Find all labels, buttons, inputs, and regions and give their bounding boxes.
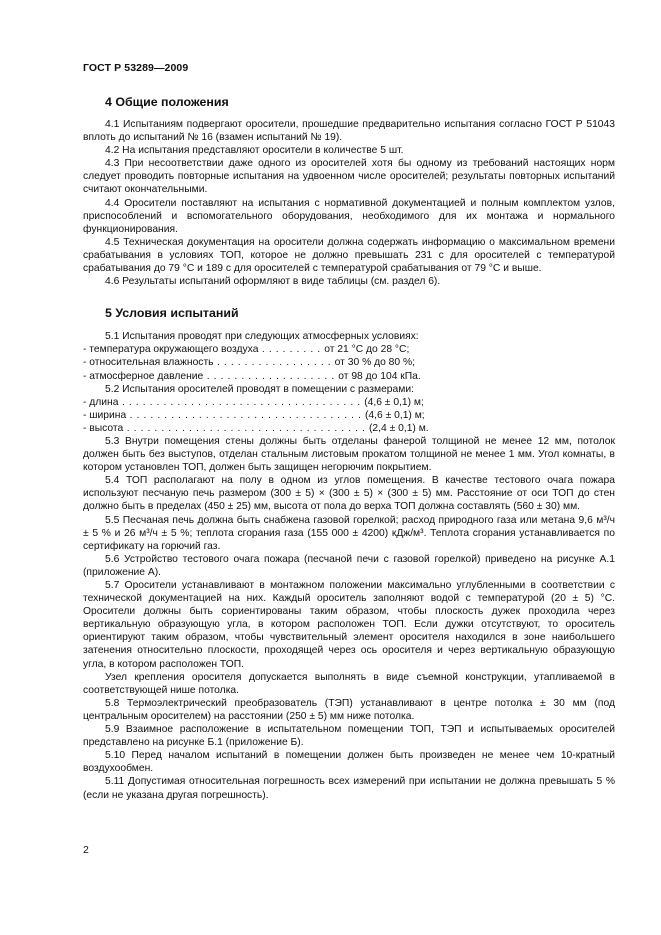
dimension-value: (4,6 ± 0,1) м; (364, 396, 424, 408)
dimension-value: (4,6 ± 0,1) м; (365, 409, 425, 421)
condition-value: от 30 % до 80 %; (334, 357, 416, 369)
paragraph-5-6: 5.6 Устройство тестового очага пожара (песчаной печи с газовой горелкой) приведено на рисунке А.1 (приложение А). (83, 553, 615, 578)
condition-row (83, 356, 615, 369)
dimension-name: - ширина (83, 409, 127, 421)
condition-value: от 98 до 104 кПа. (338, 370, 421, 382)
paragraph-5-7-note: Узел крепления оросителя допускается выполнять в виде съемной конструкции, утапливаемой в соответствующей нише потолка. (83, 671, 615, 696)
paragraph-5-8: 5.8 Термоэлектрический преобразователь (ТЭП) устанавливают в центре потолка ± 30 мм (под центральным оросителем) на расстоянии (250 ± 5) мм ниже потолка. (83, 697, 615, 722)
leader-dots: . . . . . . . . . . . . . . . . . . . (203, 370, 339, 382)
paragraph-5-2: 5.2 Испытания оросителей проводят в помещении с размерами: (105, 383, 414, 395)
condition-value: от 21 °С до 28 °С; (324, 344, 410, 356)
paragraph-5-3: 5.3 Внутри помещения стены должны быть отделаны фанерой толщиной не менее 12 мм, потолок должен быть без выступов, отделан стальным листовым прокатом толщиной не менее 1 мм. Угол комнаты, в котором установлен ТОП, должен быть защищен негорючим покрытием. (83, 435, 615, 474)
section-5-title: 5 Условия испытаний (105, 306, 239, 321)
paragraph-5-9: 5.9 Взаимное расположение в испытательном помещении ТОП, ТЭП и испытываемых оросителей представлено на рисунке Б.1 (приложение Б). (83, 724, 615, 749)
condition-name: - относительная влажность (83, 357, 214, 369)
paragraph-5-1: 5.1 Испытания проводят при следующих атмосферных условиях: (105, 331, 419, 343)
dimension-row (83, 396, 615, 409)
leader-dots: . . . . . . . . . . . . . . . . . . . . . . . . . . . . . . . . . . . (118, 396, 365, 408)
condition-row (83, 370, 615, 383)
paragraph-5-5: 5.5 Песчаная печь должна быть снабжена газовой горелкой; расход природного газа или метана 9,6 м³/ч ± 5 % и 26 м³/ч ± 5 %; теплота сгорания газа (155 000 ± 4200) кДж/м³. Теплота сгорания устанавливается по сертификату на горючий газ. (83, 514, 615, 552)
dimension-name: - высота (83, 422, 124, 434)
condition-row (83, 343, 615, 356)
dimension-name: - длина (83, 396, 119, 408)
page-content (83, 88, 615, 802)
dimension-value: (2,4 ± 0,1) м. (368, 422, 429, 434)
document-header: ГОСТ Р 53289—2009 (83, 62, 189, 74)
leader-dots: . . . . . . . . . (258, 344, 325, 356)
paragraph-4-3: 4.3 При несоответствии даже одного из оросителей хотя бы одному из требований настоящих норм следует проводить повторные испытания на удвоенном числе оросителей; результаты повторных испытаний считают окончательными. (83, 158, 615, 196)
dimension-row (83, 422, 615, 435)
leader-dots: . . . . . . . . . . . . . . . . . . . . . . . . . . . . . . . . . . (126, 409, 365, 421)
leader-dots: . . . . . . . . . . . . . . . . . (213, 357, 335, 369)
paragraph-5-4: 5.4 ТОП располагают на полу в одном из углов помещения. В качестве тестового очага пожара используют песчаную печь размером (300 ± 5) × (300 ± 5) × (300 ± 5) мм. Расстояние от оси ТОП до стен должно быть в пределах (450 ± 25) мм, высота от пола до верха ТОП должна составлять (560 ± 30) мм. (83, 475, 615, 513)
page-number: 2 (83, 844, 89, 856)
paragraph-4-1: 4.1 Испытаниям подвергают оросители, прошедшие предварительно испытания согласно ГОСТ Р 51043 вплоть до испытаний № 16 (взамен испытаний № 19). (83, 119, 615, 144)
leader-dots: . . . . . . . . . . . . . . . . . . . . . . . . . . . . . . . . . . . (123, 422, 369, 434)
paragraph-4-6: 4.6 Результаты испытаний оформляют в виде таблицы (см. раздел 6). (105, 276, 441, 288)
paragraph-4-2: 4.2 На испытания представляют оросители в количестве 5 шт. (105, 145, 404, 157)
paragraph-4-5: 4.5 Техническая документация на оросители должна содержать информацию о максимальном времени срабатывания в условиях ТОП, которое не должно превышать 231 с для оросителей с температурой срабатывания до 79 °С и 189 с для оросителей с температурой срабатывания от 79 °С и выше. (83, 236, 615, 275)
section-4-title: 4 Общие положения (105, 95, 229, 109)
paragraph-5-11: 5.11 Допустимая относительная погрешность всех измерений при испытании не должна превышать 5 % (если не указана другая погрешность). (83, 776, 615, 801)
paragraph-4-4: 4.4 Оросители поставляют на испытания с нормативной документацией и полным комплектом узлов, приспособлений и вспомогательного оборудования, необходимого для их монтажа и нормального функционирования. (83, 197, 615, 235)
dimension-row (83, 409, 615, 422)
condition-name: - температура окружающего воздуха (83, 344, 259, 356)
paragraph-5-7: 5.7 Оросители устанавливают в монтажном положении максимально углубленными в соответствии с технической документацией на них. Каждый ороситель заполняют водой с температурой (20 ± 5) °С. Оросители должны быть сориентированы таким образом, чтобы плоскость дужек проходила через вертикальную образующую угла, в котором расположен ТОП. Если дужки отсутствуют, то ороситель ориентируют таким образом, чтобы чувствительный элемент оросителя находился в зоне наибольшего затенения относительно плоскости, проходящей через ось оросителя и через вертикальную образующую угла, в котором расположен ТОП. (83, 580, 615, 670)
condition-name: - атмосферное давление (83, 370, 204, 382)
paragraph-5-10: 5.10 Перед началом испытаний в помещении должен быть произведен не менее чем 10-кратный воздухообмен. (83, 750, 615, 775)
